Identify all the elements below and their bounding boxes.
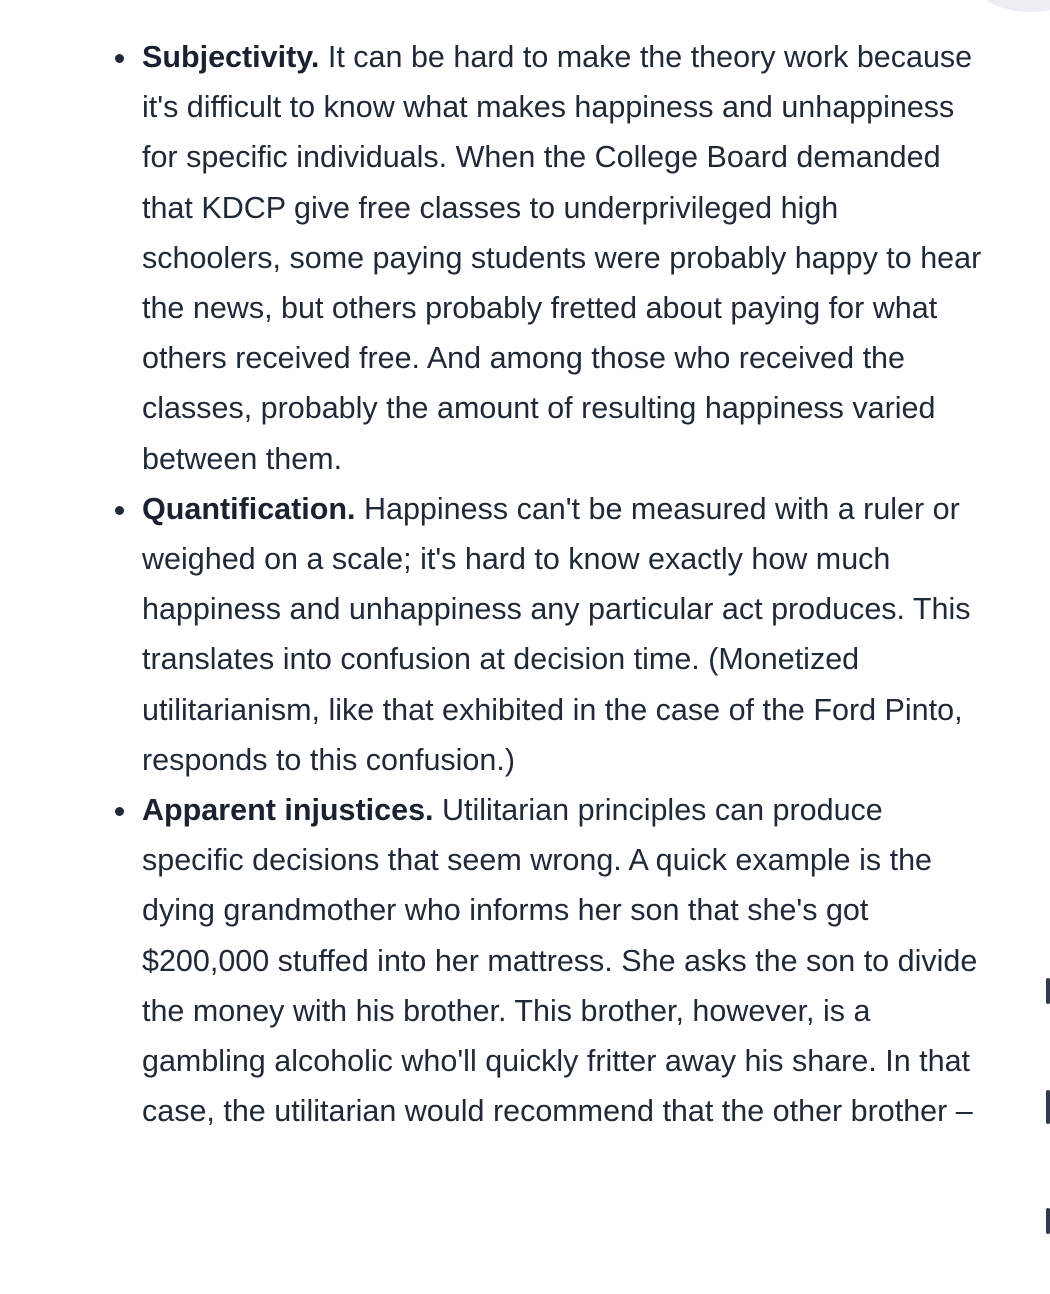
- item-lead: Quantification.: [142, 491, 356, 526]
- item-lead: Subjectivity.: [142, 40, 320, 74]
- bullet-icon: [115, 807, 124, 816]
- bullet-icon: [115, 54, 124, 63]
- list-item-subjectivity: [142, 32, 982, 484]
- bullet-list: [0, 32, 982, 1136]
- bullet-icon: [115, 506, 124, 515]
- corner-decoration: [970, 0, 1050, 12]
- edge-marker: [1046, 1090, 1050, 1124]
- list-item-quantification: [142, 484, 982, 785]
- item-body: Happiness can't be measured with a ruler or weighed on a scale; it's hard to know exactly how much happiness and unhappiness any particular act produces. This translates into confusion at decision time. (Monetized utilitarianism, like that exhibited in the case of the Ford Pinto, responds to this confusion.): [142, 491, 971, 777]
- list-item-apparent-injustices: [142, 785, 982, 1136]
- item-body: Utilitarian principles can produce specific decisions that seem wrong. A quick example is the dying grandmother who informs her son that she's got $200,000 stuffed into her mattress. She asks the son to divide the money with his brother. This brother, however, is a gambling alcoholic who'll quickly fritter away his share. In that case, the utilitarian would recommend that the other brother –: [142, 793, 978, 1129]
- item-lead: Apparent injustices.: [142, 793, 434, 828]
- edge-marker: [1046, 978, 1050, 1004]
- edge-marker: [1046, 1208, 1050, 1234]
- item-body: It can be hard to make the theory work because it's difficult to know what makes happiness and unhappiness for specific individuals. When the College Board demanded that KDCP give free classes to underprivileged high schoolers, some paying students were probably happy to hear the news, but others probably fretted about paying for what others received free. And among those who received the classes, probably the amount of resulting happiness varied between them.: [142, 40, 982, 476]
